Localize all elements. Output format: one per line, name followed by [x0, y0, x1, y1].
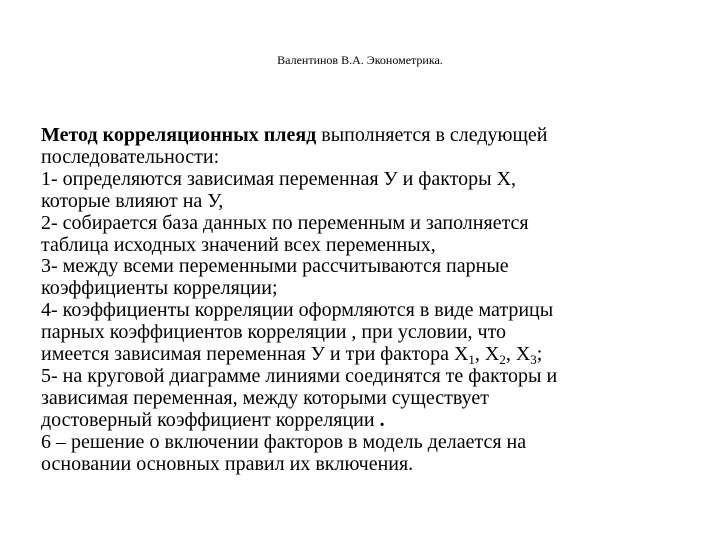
step-5-line-b: зависимая переменная, между которыми существует [41, 386, 489, 409]
method-title-bold: Метод корреляционных плеяд [41, 124, 317, 146]
step-5-c-text: достоверный коэффициент корреляции [41, 408, 375, 431]
step-4-line-b: парных коэффициентов корреляции , при условии, что [41, 321, 507, 344]
step-6-line-b: основании основных правил их включения. [41, 452, 414, 475]
slide-header: Валентинов В.А. Эконометрика. [277, 53, 443, 67]
step-6-line-a: 6 – решение о включении факторов в модель делается на [41, 430, 527, 453]
step-5-line-a: 5- на круговой диаграмме линиями соединятся те факторы и [41, 364, 558, 387]
step-1-line-a: 1- определяются зависимая переменная У и факторы Х, [41, 167, 517, 190]
text-line-intro [41, 125, 701, 147]
step-2-line-b: таблица исходных значений всех переменных, [41, 233, 436, 256]
slide-body-text [41, 125, 701, 476]
factor-separator-1: , Х [474, 343, 500, 366]
step-3-line-b: коэффициенты корреляции; [41, 277, 278, 300]
step-4-c-suffix: ; [536, 343, 543, 366]
factor-3-subscript: 3 [530, 352, 537, 368]
step-1-line-b: которые влияют на У, [41, 189, 224, 212]
step-5-c-bold-period: . [374, 408, 385, 431]
factor-separator-2: , Х [505, 343, 531, 366]
factor-1-subscript: 1 [468, 352, 475, 368]
intro-rest: выполняется в следующей [316, 124, 548, 146]
step-4-line-a: 4- коэффициенты корреляции оформляются в виде матрицы [41, 299, 554, 322]
step-4-c-prefix: имеется зависимая переменная У и три фактора Х [41, 343, 469, 366]
factor-2-subscript: 2 [499, 352, 506, 368]
step-5-line-c [41, 410, 701, 432]
step-3-line-a: 3- между всеми переменными рассчитываются парные [41, 255, 509, 278]
text-line-2: последовательности: [41, 145, 220, 168]
step-4-line-c [41, 344, 701, 366]
step-2-line-a: 2- собирается база данных по переменным и заполняется [41, 211, 529, 234]
